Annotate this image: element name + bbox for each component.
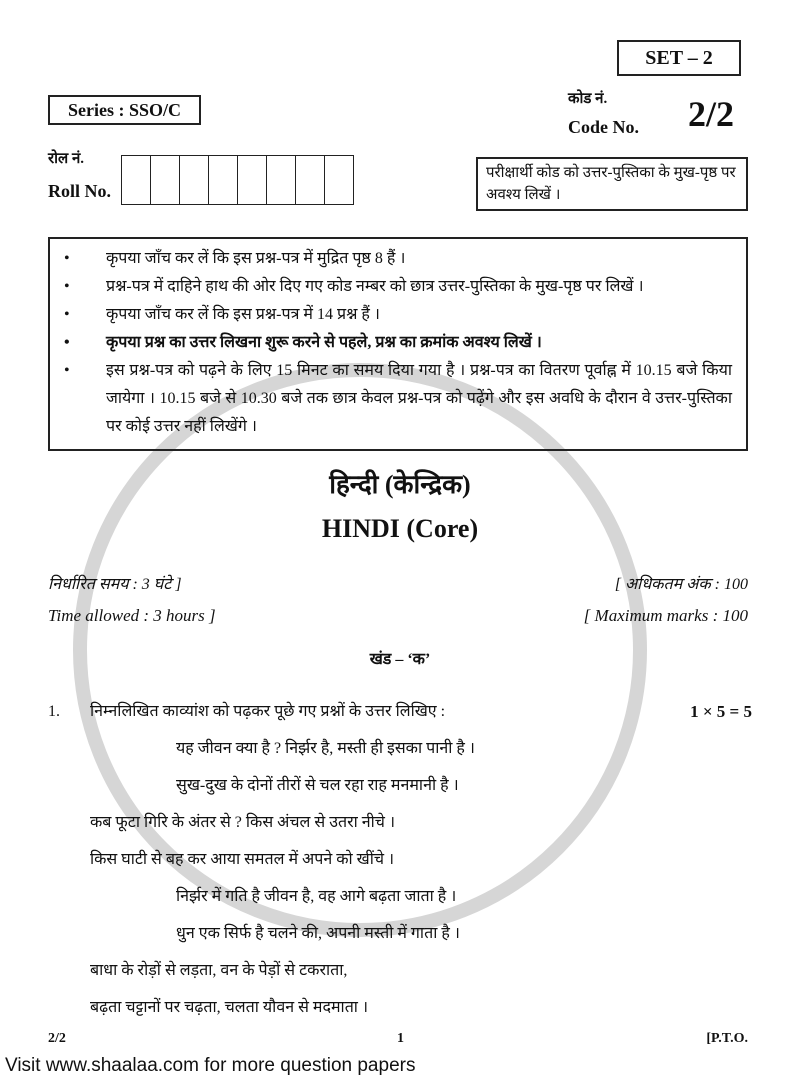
question-marks: 1 × 5 = 5 bbox=[690, 702, 752, 721]
roll-number-boxes[interactable] bbox=[122, 155, 354, 205]
series-label: Series : SSO/C bbox=[48, 95, 201, 125]
time-allowed-hi: निर्धारित समय : 3 घंटे ] bbox=[48, 576, 182, 593]
max-marks-en: [ Maximum marks : 100 bbox=[583, 606, 748, 625]
code-label-hi: कोड नं. bbox=[568, 91, 608, 107]
visit-link[interactable]: Visit www.shaalaa.com for more question papers bbox=[5, 1055, 416, 1076]
instruction-item: • कृपया जाँच कर लें कि इस प्रश्न-पत्र में 14 प्रश्न हैं । bbox=[64, 301, 732, 329]
bullet-icon: • bbox=[64, 306, 70, 323]
poem-line: किस घाटी से बह कर आया समतल में अपने को खींचे । bbox=[90, 851, 395, 868]
title-hindi: हिन्दी (केन्द्रिक) bbox=[329, 470, 471, 499]
poem-line: यह जीवन क्या है ? निर्झर है, मस्ती ही इसका पानी है । bbox=[176, 740, 475, 757]
pto-label: [P.T.O. bbox=[706, 1031, 748, 1046]
roll-cell[interactable] bbox=[179, 155, 210, 205]
poem-line: कब फूटा गिरि के अंतर से ? किस अंचल से उतरा नीचे । bbox=[90, 814, 396, 831]
bullet-icon: • bbox=[64, 278, 70, 295]
poem-line: बाधा के रोड़ों से लड़ता, वन के पेड़ों से टकराता, bbox=[90, 962, 348, 979]
section-heading: खंड – ‘क’ bbox=[369, 651, 431, 668]
poem-line: धुन एक सिर्फ है चलने की, अपनी मस्ती में गाता है । bbox=[176, 925, 460, 942]
question-1 bbox=[48, 700, 752, 1020]
roll-cell[interactable] bbox=[150, 155, 181, 205]
time-allowed-en: Time allowed : 3 hours ] bbox=[48, 606, 216, 625]
code-value: 2/2 bbox=[688, 94, 735, 134]
question-text: निम्नलिखित काव्यांश को पढ़कर पूछे गए प्रश्नों के उत्तर लिखिए : bbox=[90, 703, 446, 720]
roll-label-en: Roll No. bbox=[48, 181, 111, 201]
roll-cell[interactable] bbox=[121, 155, 152, 205]
question-number: 1. bbox=[48, 703, 60, 720]
code-note-box: परीक्षार्थी कोड को उत्तर-पुस्तिका के मुख-पृष्ठ पर अवश्य लिखें । bbox=[476, 157, 748, 211]
poem-line: सुख-दुख के दोनों तीरों से चल रहा राह मनमानी है । bbox=[176, 777, 459, 794]
instruction-item: • इस प्रश्न-पत्र को पढ़ने के लिए 15 मिनट का समय दिया गया है । प्रश्न-पत्र का वितरण पूर्वाह्न में 10.15 बजे किया जायेगा । 10.15 बजे से 10.30 बजे तक छात्र केवल प्रश्न-पत्र को पढ़ेंगे और इस अवधि के दौरान वे उत्तर-पुस्तिका पर कोई उत्तर नहीं लिखेंगे । bbox=[64, 357, 732, 441]
bullet-icon: • bbox=[64, 334, 70, 351]
page-number: 1 bbox=[397, 1031, 404, 1046]
instructions-box bbox=[48, 237, 748, 451]
roll-cell[interactable] bbox=[266, 155, 297, 205]
instruction-item: • कृपया जाँच कर लें कि इस प्रश्न-पत्र में मुद्रित पृष्ठ 8 हैं । bbox=[64, 245, 732, 273]
title-english: HINDI (Core) bbox=[321, 514, 479, 543]
roll-cell[interactable] bbox=[295, 155, 326, 205]
poem-line: बढ़ता चट्टानों पर चढ़ता, चलता यौवन से मदमाता । bbox=[90, 999, 369, 1016]
bullet-icon: • bbox=[64, 250, 70, 267]
code-label-en: Code No. bbox=[568, 117, 639, 137]
bullet-icon: • bbox=[64, 362, 70, 379]
roll-label-hi: रोल नं. bbox=[48, 151, 85, 167]
instruction-item: • कृपया प्रश्न का उत्तर लिखना शुरू करने से पहले, प्रश्न का क्रमांक अवश्य लिखें । bbox=[64, 329, 732, 357]
set-badge: SET – 2 bbox=[617, 40, 741, 76]
footer-code: 2/2 bbox=[48, 1031, 66, 1046]
roll-cell[interactable] bbox=[237, 155, 268, 205]
roll-cell[interactable] bbox=[208, 155, 239, 205]
poem-line: निर्झर में गति है जीवन है, वह आगे बढ़ता जाता है । bbox=[176, 888, 457, 905]
instruction-item: • प्रश्न-पत्र में दाहिने हाथ की ओर दिए गए कोड नम्बर को छात्र उत्तर-पुस्तिका के मुख-पृष्ठ पर लिखें । bbox=[64, 273, 732, 301]
roll-cell[interactable] bbox=[324, 155, 355, 205]
max-marks-hi: [ अधिकतम अंक : 100 bbox=[614, 576, 748, 593]
